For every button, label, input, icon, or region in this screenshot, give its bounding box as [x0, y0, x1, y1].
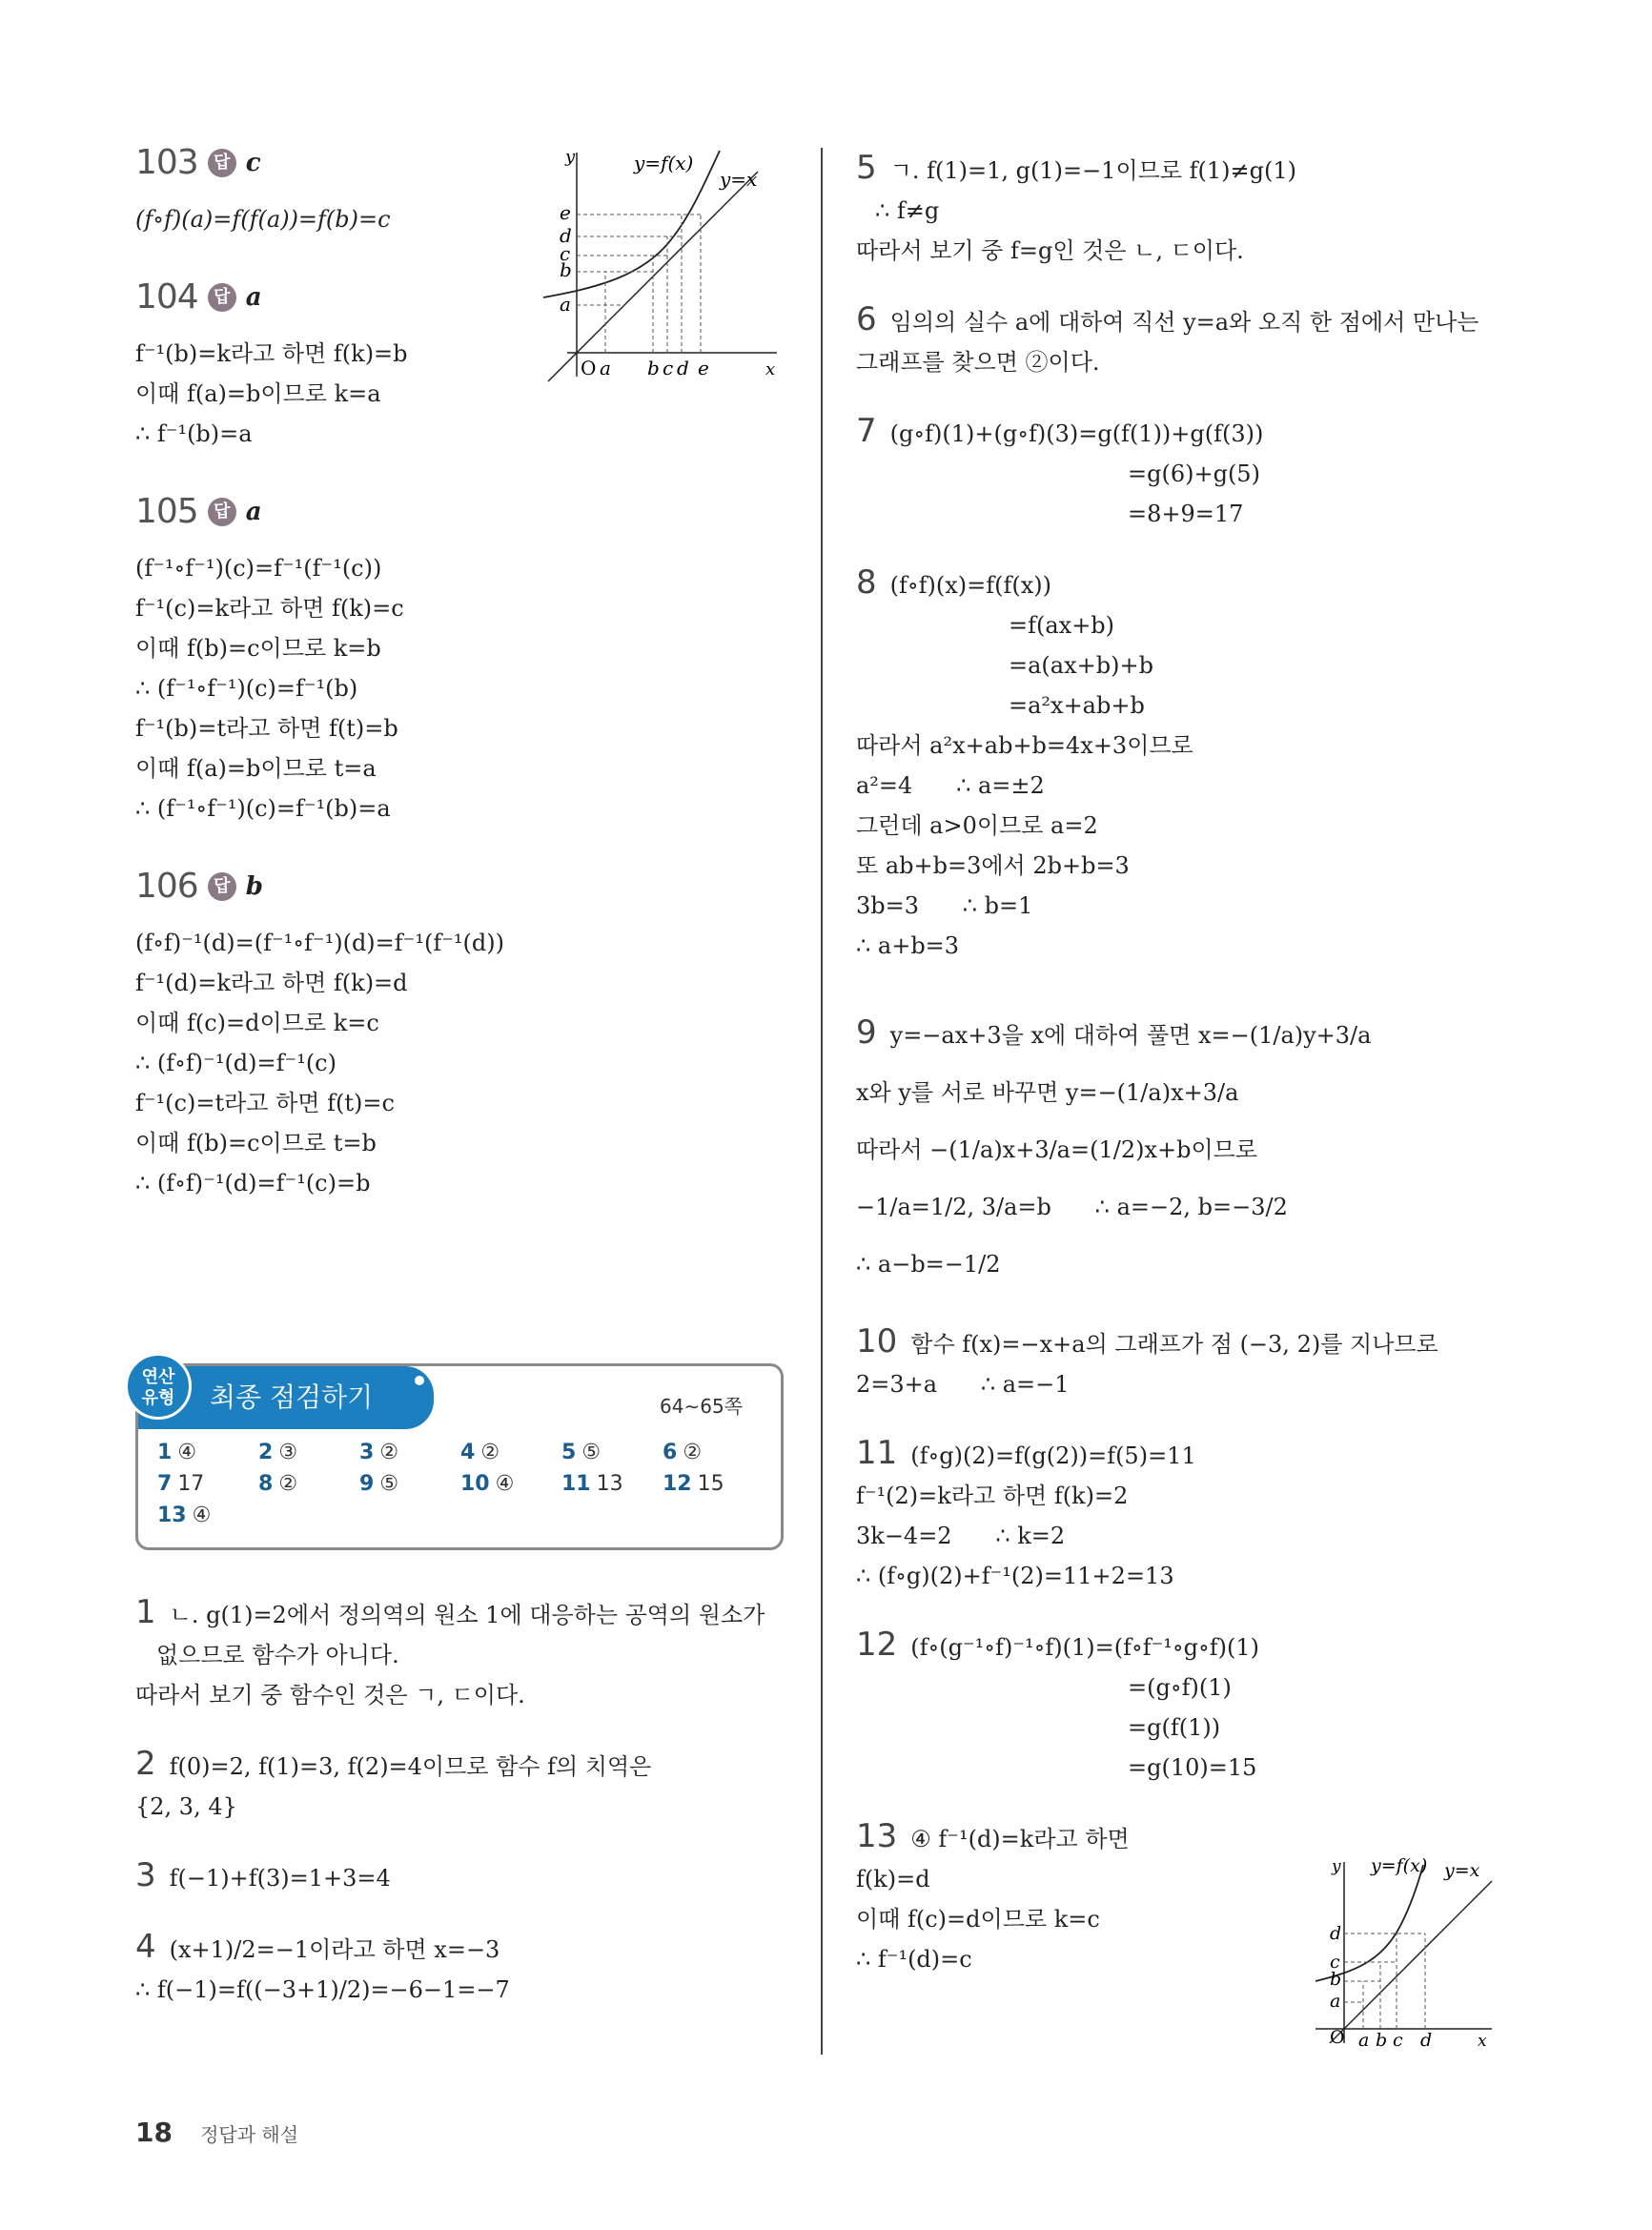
x-tick: b [647, 357, 660, 379]
solution-line: 이때 f(a)=b이므로 k=a [135, 380, 381, 407]
problem-number: 106 [135, 867, 198, 906]
solution-8 [856, 563, 1523, 966]
solution-line: 이때 f(b)=c이므로 t=b [135, 1130, 377, 1156]
solution-line: ㄴ. g(1)=2에서 정의역의 원소 1에 대응하는 공역의 원소가 [169, 1602, 765, 1628]
solution-line: ∴ a−b=−1/2 [856, 1251, 1001, 1278]
solution-number: 12 [856, 1626, 898, 1664]
solution-line: {2, 3, 4} [135, 1793, 237, 1820]
solution-9 [856, 1004, 1523, 1293]
line-label: y=x [1444, 1860, 1480, 1881]
x-tick: b [1376, 2030, 1388, 2048]
solution-line: ∴ f≠g [875, 197, 940, 224]
solution-line: (f∘f)⁻¹(d)=(f⁻¹∘f⁻¹)(d)=f⁻¹(f⁻¹(d)) [135, 930, 504, 956]
solution-line: 임의의 실수 a에 대하여 직선 y=a와 오직 한 점에서 만나는 [889, 309, 1479, 336]
solution-number: 5 [856, 149, 877, 187]
answer-item: 3 ② [359, 1441, 399, 1464]
x-tick: e [698, 357, 709, 379]
badge-top-text: 연산 [141, 1367, 175, 1387]
solution-line: 따라서 보기 중 함수인 것은 ㄱ, ㄷ이다. [135, 1682, 525, 1708]
answer-item: 8 ② [258, 1472, 298, 1496]
answer-value: c [245, 148, 261, 177]
x-axis-label: x [765, 359, 776, 379]
solution-line: ∴ (f∘g)(2)+f⁻¹(2)=11+2=13 [856, 1563, 1174, 1589]
x-tick: c [1393, 2030, 1403, 2048]
solution-line: 없으므로 함수가 아니다. [156, 1642, 399, 1668]
bottom-left-solutions [135, 1592, 793, 2038]
answer-frame [135, 1363, 784, 1550]
answer-value: a [245, 497, 262, 526]
solution-line: f(0)=2, f(1)=3, f(2)=4이므로 함수 f의 치역은 [169, 1753, 652, 1780]
solution-line: (f∘f)(a)=f(f(a))=f(b)=c [135, 206, 391, 233]
solution-number: 9 [856, 1013, 877, 1052]
x-tick: a [1358, 2030, 1370, 2048]
y-axis-label: y [565, 147, 576, 167]
solution-1 [135, 1592, 793, 1715]
graph-inverse-function-2 [1311, 1848, 1501, 2048]
solution-line: =g(10)=15 [1128, 1754, 1257, 1781]
answer-badge: 답 [208, 283, 236, 312]
solution-6 [856, 299, 1523, 382]
solution-number: 11 [856, 1434, 898, 1472]
tab-dot [415, 1376, 424, 1385]
x-axis-label: x [1478, 2032, 1487, 2048]
answer-badge: 답 [208, 498, 236, 526]
solution-line: (f∘(g⁻¹∘f)⁻¹∘f)(1)=(f∘f⁻¹∘g∘f)(1) [910, 1634, 1260, 1661]
solution-line: 따라서 −(1/a)x+3/a=(1/2)x+b이므로 [856, 1136, 1258, 1163]
solution-line: ∴ (f⁻¹∘f⁻¹)(c)=f⁻¹(b)=a [135, 795, 391, 822]
solution-3 [135, 1855, 793, 1898]
problem-number: 105 [135, 492, 198, 531]
solution-2 [135, 1744, 793, 1827]
guide-lines [577, 215, 701, 353]
right-column [856, 148, 1523, 2008]
answer-badge: 답 [208, 149, 236, 177]
solution-line: 2=3+a ∴ a=−1 [856, 1371, 1070, 1398]
answer-item: 12 15 [663, 1472, 724, 1496]
answer-item: 10 ④ [460, 1472, 515, 1496]
solution-11 [856, 1433, 1523, 1596]
solution-line: f(−1)+f(3)=1+3=4 [169, 1865, 391, 1892]
solution-line: ④ f⁻¹(d)=k라고 하면 [910, 1826, 1130, 1852]
solution-line: a²=4 ∴ a=±2 [856, 772, 1045, 799]
solution-line: ∴ (f∘f)⁻¹(d)=f⁻¹(c)=b [135, 1170, 371, 1197]
answer-grid [157, 1441, 764, 1527]
graph-inverse-function-1 [539, 143, 786, 386]
footer-label: 정답과 해설 [200, 2123, 299, 2146]
answer-item: 4 ② [460, 1441, 500, 1464]
page-range: 64∼65쪽 [660, 1395, 743, 1418]
answer-item: 5 ⑤ [561, 1441, 602, 1464]
answer-item: 13 ④ [157, 1504, 212, 1527]
solution-number: 10 [856, 1322, 898, 1361]
origin-label: O [1330, 2027, 1345, 2048]
solution-line: ∴ f(−1)=f((−3+1)/2)=−6−1=−7 [135, 1976, 510, 2003]
solution-12 [856, 1625, 1523, 1788]
solution-line: =a²x+ab+b [1009, 692, 1145, 719]
solution-line: ∴ (f⁻¹∘f⁻¹)(c)=f⁻¹(b) [135, 675, 358, 702]
solution-line: ㄱ. f(1)=1, g(1)=−1이므로 f(1)≠g(1) [889, 157, 1296, 184]
solution-line: ∴ (f∘f)⁻¹(d)=f⁻¹(c) [135, 1050, 337, 1076]
solution-line: =g(f(1)) [1128, 1714, 1221, 1741]
x-tick: d [1420, 2030, 1433, 2048]
solution-line: 또 ab+b=3에서 2b+b=3 [856, 852, 1130, 879]
answer-item: 1 ④ [157, 1441, 197, 1464]
solution-line: =8+9=17 [1128, 501, 1244, 527]
solution-line: 따라서 a²x+ab+b=4x+3이므로 [856, 732, 1193, 759]
solution-line: 이때 f(c)=d이므로 k=c [135, 1010, 379, 1036]
page-footer [135, 2117, 298, 2148]
solution-number: 1 [135, 1593, 156, 1631]
solution-line: (x+1)/2=−1이라고 하면 x=−3 [169, 1936, 500, 1963]
solution-line: f⁻¹(c)=k라고 하면 f(k)=c [135, 595, 404, 622]
solution-line: ∴ a+b=3 [856, 932, 960, 959]
solution-number: 3 [135, 1856, 156, 1894]
solution-line: 이때 f(c)=d이므로 k=c [856, 1906, 1100, 1933]
solution-number: 2 [135, 1745, 156, 1783]
solution-line: 이때 f(a)=b이므로 t=a [135, 755, 377, 782]
answer-badge: 답 [208, 872, 236, 901]
solution-line: =g(6)+g(5) [1128, 460, 1260, 487]
solution-line: =(g∘f)(1) [1128, 1674, 1232, 1701]
solution-number: 8 [856, 563, 877, 602]
solution-line: =f(ax+b) [1009, 612, 1115, 639]
x-tick: c [663, 357, 674, 379]
solution-line: ∴ f⁻¹(d)=c [856, 1946, 972, 1973]
y-tick: a [560, 293, 571, 316]
solution-5 [856, 148, 1523, 271]
solution-line: f⁻¹(b)=k라고 하면 f(k)=b [135, 340, 408, 367]
solution-line: f⁻¹(2)=k라고 하면 f(k)=2 [856, 1483, 1129, 1509]
answer-value: b [245, 871, 263, 901]
solution-line: 그런데 a>0이므로 a=2 [856, 812, 1098, 839]
title-light: 하기 [321, 1381, 374, 1413]
badge-bottom-text: 유형 [141, 1388, 175, 1408]
title-bold: 최종 점검 [210, 1381, 322, 1413]
y-tick: b [560, 258, 572, 281]
solution-line: (f∘f)(x)=f(f(x)) [889, 572, 1052, 599]
page-number: 18 [135, 2117, 173, 2148]
solution-line: x와 y를 서로 바꾸면 y=−(1/a)x+3/a [856, 1079, 1239, 1106]
x-tick: d [677, 357, 689, 379]
solution-number: 13 [856, 1817, 898, 1855]
solution-number: 4 [135, 1928, 156, 1966]
type-badge [125, 1353, 192, 1420]
curve-label: y=f(x) [1371, 1855, 1428, 1876]
solution-line: y=−ax+3을 x에 대하여 풀면 x=−(1/a)y+3/a [889, 1022, 1372, 1049]
solution-line: 따라서 보기 중 f=g인 것은 ㄴ, ㄷ이다. [856, 237, 1244, 264]
box-title [210, 1366, 373, 1429]
y-tick: b [1330, 1969, 1342, 1990]
column-divider [821, 148, 823, 2055]
solution-line: f(k)=d [856, 1866, 930, 1892]
problem-106-header [135, 867, 793, 906]
answer-item: 11 13 [561, 1472, 623, 1496]
answer-item: 2 ③ [258, 1441, 298, 1464]
solution-4 [135, 1927, 793, 2010]
solution-line: f⁻¹(d)=k라고 하면 f(k)=d [135, 970, 408, 996]
solution-line: f⁻¹(b)=t라고 하면 f(t)=b [135, 715, 398, 742]
solution-7 [856, 411, 1523, 534]
y-axis-label: y [1332, 1857, 1341, 1876]
solution-number: 6 [856, 300, 877, 338]
answer-item: 7 17 [157, 1472, 205, 1496]
solution-line: −1/a=1/2, 3/a=b ∴ a=−2, b=−3/2 [856, 1194, 1288, 1220]
solution-line: 3b=3 ∴ b=1 [856, 892, 1033, 919]
solution-line: f⁻¹(c)=t라고 하면 f(t)=c [135, 1090, 395, 1116]
answer-value: a [245, 282, 262, 312]
solution-line: (f∘g)(2)=f(g(2))=f(5)=11 [910, 1442, 1196, 1469]
problem-number: 103 [135, 143, 198, 182]
line-label: y=x [720, 168, 758, 191]
answer-item: 9 ⑤ [359, 1472, 399, 1496]
y-tick: e [560, 201, 571, 224]
solution-number: 7 [856, 412, 877, 450]
final-check-box [135, 1344, 784, 1550]
solution-line: (f⁻¹∘f⁻¹)(c)=f⁻¹(f⁻¹(c)) [135, 555, 382, 582]
y-tick: a [1330, 1991, 1341, 2012]
solution-line: 3k−4=2 ∴ k=2 [856, 1523, 1066, 1549]
origin-label: O [581, 357, 597, 379]
y-tick: c [1330, 1952, 1340, 1973]
x-tick: a [600, 357, 611, 379]
problem-105-header [135, 492, 793, 531]
y-tick: d [1330, 1923, 1342, 1944]
curve-label: y=f(x) [634, 152, 694, 174]
solution-10 [856, 1321, 1523, 1404]
problem-number: 104 [135, 277, 198, 317]
answer-item: 6 ② [663, 1441, 703, 1464]
solution-line: 그래프를 찾으면 ②이다. [856, 349, 1100, 376]
solution-line: ∴ f⁻¹(b)=a [135, 420, 253, 447]
solution-line: 함수 f(x)=−x+a의 그래프가 점 (−3, 2)를 지나므로 [910, 1331, 1438, 1358]
solution-line: 이때 f(b)=c이므로 k=b [135, 635, 381, 662]
solution-line: (g∘f)(1)+(g∘f)(3)=g(f(1))+g(f(3)) [889, 420, 1264, 447]
y-tick: c [560, 242, 571, 265]
solution-line: =a(ax+b)+b [1009, 652, 1153, 679]
y-tick: d [560, 224, 572, 247]
